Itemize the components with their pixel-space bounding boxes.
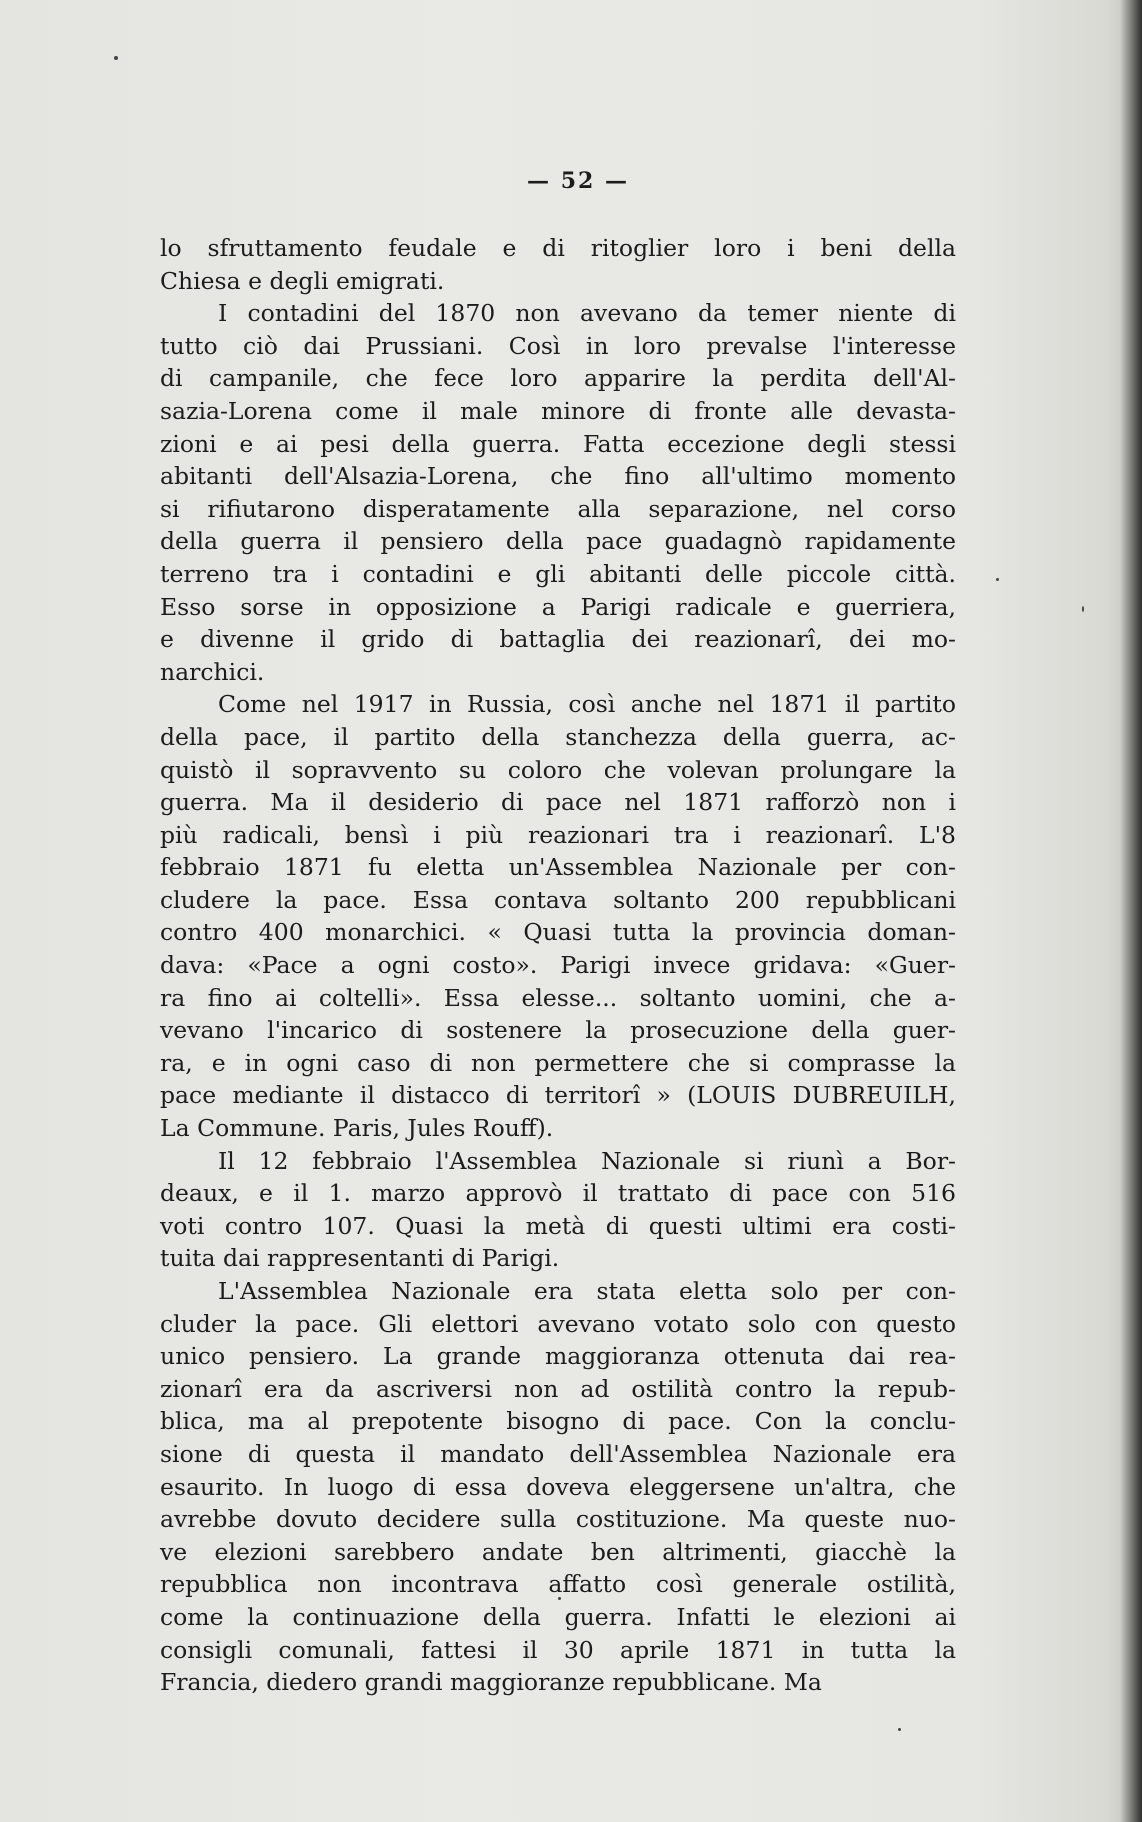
text-line: guerra. Ma il desiderio di pace nel 1871 rafforzò non i <box>160 788 956 817</box>
paragraph <box>160 232 956 297</box>
text-line: terreno tra i contadini e gli abitanti delle piccole città. <box>160 559 956 588</box>
text-line: blica, ma al prepotente bisogno di pace. Con la conclu- <box>160 1407 956 1436</box>
text-line: e divenne il grido di battaglia dei reazionarî, dei mo- <box>160 625 956 654</box>
book-page <box>160 168 956 1699</box>
text-line: quistò il sopravvento su coloro che volevan prolungare la <box>160 755 956 784</box>
text-line: avrebbe dovuto decidere sulla costituzione. Ma queste nuo- <box>160 1505 956 1534</box>
text-line: di campanile, che fece loro apparire la perdita dell'Al- <box>160 364 956 393</box>
text-line: pace mediante il distacco di territorî » (LOUIS DUBREUILH, <box>160 1081 956 1110</box>
text-line: ra, e in ogni caso di non permettere che si comprasse la <box>160 1048 956 1077</box>
paragraph <box>160 1145 956 1275</box>
text-line: repubblica non incontrava affatto così generale ostilità, <box>160 1570 956 1599</box>
text-line: tuita dai rappresentanti di Parigi. <box>160 1244 560 1273</box>
text-line: esaurito. In luogo di essa doveva eleggersene un'altra, che <box>160 1472 956 1501</box>
text-line: La Commune. Paris, Jules Rouff). <box>160 1114 554 1143</box>
text-body <box>160 232 956 1699</box>
text-line: vevano l'incarico di sostenere la prosecuzione della guer- <box>160 1016 956 1045</box>
text-line: Come nel 1917 in Russia, così anche nel 1871 il partito <box>218 690 956 719</box>
text-line: dava: «Pace a ogni costo». Parigi invece gridava: «Guer- <box>160 951 956 980</box>
text-line: unico pensiero. La grande maggioranza ottenuta dai rea- <box>160 1342 956 1371</box>
paragraph <box>160 297 956 688</box>
text-line: zioni e ai pesi della guerra. Fatta eccezione degli stessi <box>160 429 956 458</box>
text-line: sione di questa il mandato dell'Assemblea Nazionale era <box>160 1439 956 1468</box>
text-line: della guerra il pensiero della pace guadagnò rapidamente <box>160 527 956 556</box>
dust-speck <box>898 1728 901 1731</box>
text-line: voti contro 107. Quasi la metà di questi ultimi era costi- <box>160 1211 956 1240</box>
text-line: Francia, diedero grandi maggioranze repubblicane. Ma <box>160 1668 822 1697</box>
text-line: I contadini del 1870 non avevano da temer niente di <box>218 299 956 328</box>
text-line: abitanti dell'Alsazia-Lorena, che fino all'ultimo momento <box>160 462 956 491</box>
text-line: zionarî era da ascriversi non ad ostilità contro la repub- <box>160 1374 956 1403</box>
dust-speck <box>996 578 999 581</box>
text-line: febbraio 1871 fu eletta un'Assemblea Nazionale per con- <box>160 853 956 882</box>
text-line: Esso sorse in opposizione a Parigi radicale e guerriera, <box>160 592 956 621</box>
text-line: narchici. <box>160 657 265 686</box>
page-number: — 52 — <box>527 168 629 194</box>
text-line: lo sfruttamento feudale e di ritoglier loro i beni della <box>160 234 956 262</box>
text-line: cludere la pace. Essa contava soltanto 200 repubblicani <box>160 885 956 914</box>
text-line: tutto ciò dai Prussiani. Così in loro prevalse l'interesse <box>160 331 956 360</box>
text-line: come la continuazione della guerra. Infatti le elezioni ai <box>160 1602 956 1631</box>
page-edge-shadow <box>1120 0 1142 1822</box>
text-line: Chiesa e degli emigrati. <box>160 266 445 295</box>
text-line: ra fino ai coltelli». Essa elesse... soltanto uomini, che a- <box>160 983 956 1012</box>
text-line: si rifiutarono disperatamente alla separazione, nel corso <box>160 494 956 523</box>
text-line: deaux, e il 1. marzo approvò il trattato di pace con 516 <box>160 1179 956 1208</box>
text-line: più radicali, bensì i più reazionari tra i reazionarî. L'8 <box>160 820 956 849</box>
text-line: cluder la pace. Gli elettori avevano votato solo con questo <box>160 1309 956 1338</box>
dust-speck <box>1082 606 1084 612</box>
text-line: L'Assemblea Nazionale era stata eletta solo per con- <box>218 1277 956 1305</box>
text-line: della pace, il partito della stanchezza della guerra, ac- <box>160 722 956 751</box>
paragraph <box>160 1275 956 1699</box>
paragraph <box>160 688 956 1144</box>
text-line: contro 400 monarchici. « Quasi tutta la provincia doman- <box>160 918 956 947</box>
text-line: Il 12 febbraio l'Assemblea Nazionale si riunì a Bor- <box>218 1146 956 1175</box>
dust-speck <box>114 56 118 60</box>
text-line: sazia-Lorena come il male minore di fronte alle devasta- <box>160 396 956 425</box>
text-line: consigli comunali, fattesi il 30 aprile 1871 in tutta la <box>160 1635 956 1664</box>
text-line: ve elezioni sarebbero andate ben altrimenti, giacchè la <box>160 1537 956 1566</box>
